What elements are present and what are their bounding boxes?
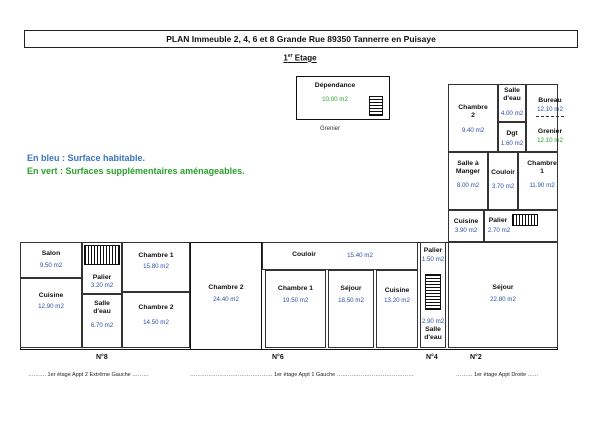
room-cuisine — [376, 270, 418, 348]
room-name: Séjour — [340, 285, 362, 292]
room-name: Palier — [423, 247, 443, 254]
legend-blue: En bleu : Surface habitable. — [27, 153, 146, 163]
room-area: 15.40 m2 — [347, 252, 373, 259]
room-name: Salle à Manger — [455, 160, 481, 175]
room-area: 24.40 m2 — [213, 296, 239, 303]
room-area: 12.10 m2 — [537, 106, 563, 113]
room-name: Chambre 2 — [458, 104, 488, 119]
room-area: 8.00 m2 — [456, 182, 480, 189]
legend-green: En vert : Surfaces supplémentaires aménageables. — [27, 166, 245, 176]
room-name: Dépendance — [314, 82, 356, 89]
room-name: Couloir — [491, 169, 515, 176]
apartment-number: N°4 — [426, 354, 438, 361]
apartment-number: N°8 — [96, 354, 108, 361]
room-name: Cuisine — [38, 292, 64, 299]
room-couloir — [488, 152, 518, 210]
room-area: 6.70 m2 — [90, 322, 114, 329]
room-name: Palier — [92, 274, 112, 281]
room-chambre1 — [265, 270, 326, 348]
divider — [536, 116, 564, 117]
grenier-label: Grenier — [320, 126, 341, 132]
room-cuisine — [20, 278, 82, 348]
apartment-number: N°6 — [272, 354, 284, 361]
room-name: Chambre 2 — [138, 304, 174, 311]
room-area: 19.50 m2 — [282, 297, 309, 304]
room-area: 12.90 m2 — [38, 303, 64, 310]
room-name: Salle d'eau — [424, 326, 442, 341]
room-name: Séjour — [492, 284, 514, 291]
room-area: 2.70 m2 — [487, 227, 511, 234]
room-area: 3.20 m2 — [90, 282, 114, 289]
room-name: Salon — [41, 250, 61, 257]
room-area: 12.10 m2 — [537, 137, 563, 144]
room-name: Chambre 1 — [527, 160, 557, 175]
room-area: 1.60 m2 — [500, 140, 524, 147]
stair-icon — [369, 96, 383, 116]
room-area: 1.50 m2 — [421, 256, 445, 263]
room-area: 4.00 m2 — [500, 110, 524, 117]
plan-title: PLAN Immeuble 2, 4, 6 et 8 Grande Rue 89350 Tannerre en Puisaye — [24, 30, 578, 48]
room-salon — [20, 242, 82, 278]
room-name: Palier — [488, 217, 508, 224]
room-name: Bureau — [538, 97, 562, 104]
room-name: Couloir — [292, 251, 316, 258]
stair-icon — [512, 214, 538, 226]
room-area: 3.70 m2 — [491, 183, 515, 190]
room-area: 15.80 m2 — [143, 263, 169, 270]
room-area: 11.90 m2 — [529, 182, 555, 189]
room-name: Cuisine — [453, 218, 479, 225]
apartment-number: N°2 — [470, 354, 482, 361]
room-name: Salle d'eau — [93, 300, 111, 315]
room-name: Chambre 1 — [277, 285, 314, 292]
room-name: Chambre 2 — [208, 284, 244, 291]
floor-label: 1er Etage — [283, 53, 317, 63]
room-name: Salle d'eau — [503, 87, 521, 102]
room-sejour — [448, 242, 558, 348]
room-area: 13.20 m2 — [384, 297, 410, 304]
apartment-caption: ……………………………………… 1er étage Appt 1 Gauche …………………………………… — [190, 372, 414, 378]
room-area: 2.90 m2 — [421, 318, 445, 325]
room-area: 9.40 m2 — [461, 127, 485, 134]
room-name: Dgt — [506, 130, 518, 137]
room-area: 18.50 m2 — [338, 297, 364, 304]
room-name: Chambre 1 — [138, 252, 174, 259]
room-sejour — [328, 270, 374, 348]
room-name: Cuisine — [384, 287, 410, 294]
room-area: 10.00 m2 — [322, 96, 348, 103]
apartment-caption: ……… 1er étage Appt Droite …… — [456, 372, 539, 378]
apartment-caption: ………. 1er étage Appt 2 Extrême Gauche ……… — [28, 372, 149, 378]
room-area: 14.50 m2 — [143, 319, 169, 326]
room-cuisine — [448, 210, 484, 242]
room-name: Grenier — [537, 128, 563, 135]
room-area: 3.90 m2 — [454, 227, 478, 234]
stair-icon — [425, 274, 441, 310]
room-area: 9.50 m2 — [39, 262, 63, 269]
room-area: 22.80 m2 — [490, 296, 516, 303]
